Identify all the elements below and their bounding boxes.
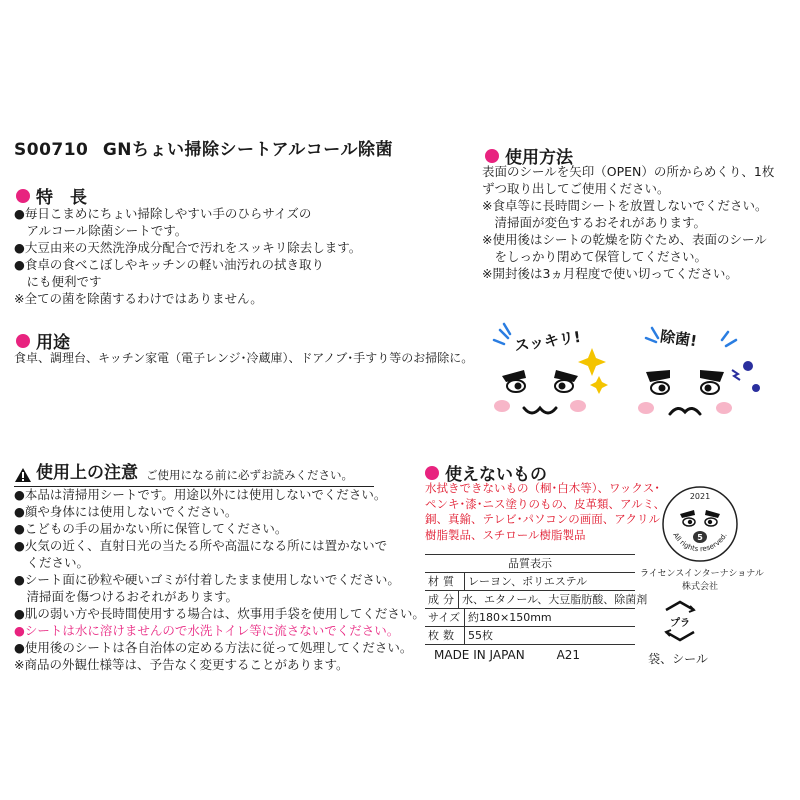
unusable-heading: 使えないもの — [425, 460, 547, 485]
smiling-face-icon — [494, 324, 608, 413]
caution-line: ※商品の外観仕様等は、予告なく変更することがあります。 — [14, 657, 349, 672]
table-value: レーヨン、ポリエステル — [468, 575, 588, 588]
howto-line: ※開封後は3ヵ月程度で使い切ってください。 — [482, 266, 738, 281]
features-list — [14, 205, 361, 307]
unusable-line: ペンキ･漆･ニス塗りのもの、皮革類、アルミ、 — [425, 496, 666, 511]
caution-subheading: ご使用になる前に必ずお読みください。 — [146, 468, 353, 482]
seal-number: 5 — [697, 533, 703, 542]
recycle-label: 袋、シール — [648, 652, 708, 666]
features-line: アルコール除菌シートです。 — [14, 223, 188, 238]
caution-line: ●シート面に砂粒や硬いゴミが付着したまま使用しないでください。 — [14, 572, 400, 587]
caution-line: ●火気の近く、直射日光の当たる所や高温になる所には置かないで — [14, 538, 388, 553]
quality-table-title: 品質表示 — [425, 555, 635, 573]
howto-line: 清掃面が変色するおそれがあります。 — [482, 215, 707, 230]
table-key: サイズ — [425, 609, 465, 626]
product-title — [14, 135, 393, 160]
table-value: 約180×150mm — [468, 611, 552, 624]
bullet-dot-icon — [425, 466, 439, 480]
caution-line: ●使用後のシートは各自治体の定める方法に従って処理してください。 — [14, 640, 413, 655]
caution-line: ●顔や身体には使用しないでください。 — [14, 504, 238, 519]
caution-heading: 使用上の注意 ご使用になる前に必ずお読みください。 — [14, 458, 374, 487]
usage-text: 食卓、調理台、キッチン家電（電子レンジ･冷蔵庫）、ドアノブ･手すり等のお掃除に。 — [14, 351, 474, 365]
unusable-list — [425, 481, 665, 543]
table-row — [425, 591, 648, 609]
caution-line: ●肌の弱い方や長時間使用する場合は、炊事用手袋を使用してください。 — [14, 606, 425, 621]
caution-line: ●こどもの手の届かない所に保管してください。 — [14, 521, 288, 536]
howto-line: ずつ取り出してご使用ください。 — [482, 181, 670, 196]
features-line: ※全ての菌を除菌するわけではありません。 — [14, 291, 263, 306]
face-label-left: スッキリ! — [513, 327, 582, 355]
table-row — [425, 609, 635, 627]
table-row — [425, 627, 635, 644]
howto-list — [482, 163, 774, 282]
unusable-line: 銅、真鍮、テレビ･パソコンの画面、アクリル — [425, 512, 660, 526]
plastic-recycle-icon — [660, 600, 700, 642]
table-value: 水、エタノール、大豆脂肪酸、除菌剤 — [462, 593, 648, 606]
caution-list — [14, 486, 425, 673]
caution-line: ●本品は清掃用シートです。用途以外には使用しないでください。 — [14, 487, 387, 502]
table-row — [425, 573, 635, 591]
caution-line: 清掃面を傷つけるおそれがあります。 — [14, 589, 239, 604]
caution-line-highlight: ●シートは水に溶けませんので水洗トイレ等に流さないでください。 — [14, 623, 400, 638]
bullet-dot-icon — [16, 334, 30, 348]
usage-heading: 用途 — [16, 328, 70, 353]
license-seal-icon — [660, 484, 740, 564]
origin-line — [434, 648, 580, 662]
bullet-dot-icon — [16, 189, 30, 203]
table-key: 成分 — [425, 591, 459, 608]
unusable-line: 水拭きできないもの（桐･白木等）、ワックス･ — [425, 481, 661, 495]
product-code: S00710 — [14, 140, 89, 160]
features-line: ●食卓の食べこぼしやキッチンの軽い油汚れの拭き取り — [14, 257, 325, 272]
howto-line: ※食卓等に長時間シートを放置しないでください。 — [482, 198, 768, 213]
unusable-line: 樹脂製品、スチロール樹脂製品 — [425, 527, 586, 542]
lot-code: A21 — [556, 648, 581, 662]
recycle-mark-text: プラ — [670, 618, 690, 629]
product-name: GNちょい掃除シートアルコール除菌 — [102, 140, 393, 160]
face-label-right: 除菌! — [659, 327, 699, 351]
made-in-text: MADE IN JAPAN — [434, 648, 525, 662]
features-line: ●大豆由来の天然洗浄成分配合で汚れをスッキリ除去します。 — [14, 240, 362, 255]
howto-line: 表面のシールを矢印（OPEN）の所からめくり、1枚 — [482, 164, 775, 179]
table-key: 材質 — [425, 573, 465, 590]
angry-face-icon — [638, 327, 760, 414]
table-key: 枚数 — [425, 627, 465, 644]
howto-line: をしっかり閉めて保管してください。 — [482, 249, 708, 264]
seal-year: 2021 — [689, 492, 711, 501]
quality-table — [425, 554, 648, 645]
features-line: ●毎日こまめにちょい掃除しやすい手のひらサイズの — [14, 206, 312, 221]
howto-line: ※使用後はシートの乾燥を防ぐため、表面のシール — [482, 232, 767, 247]
bullet-dot-icon — [485, 149, 499, 163]
caution-line: ください。 — [14, 555, 90, 570]
seal-rights: All rights reserved. — [671, 531, 729, 554]
howto-heading: 使用方法 — [485, 143, 573, 168]
features-heading: 特 長 — [16, 183, 87, 208]
licensor-name: ライセンスインターナショナル 株式会社 — [640, 569, 764, 592]
features-line: にも便利です — [14, 274, 102, 289]
mascot-faces-illustration — [480, 318, 780, 438]
warning-icon — [14, 467, 32, 483]
table-value: 55枚 — [468, 629, 493, 642]
